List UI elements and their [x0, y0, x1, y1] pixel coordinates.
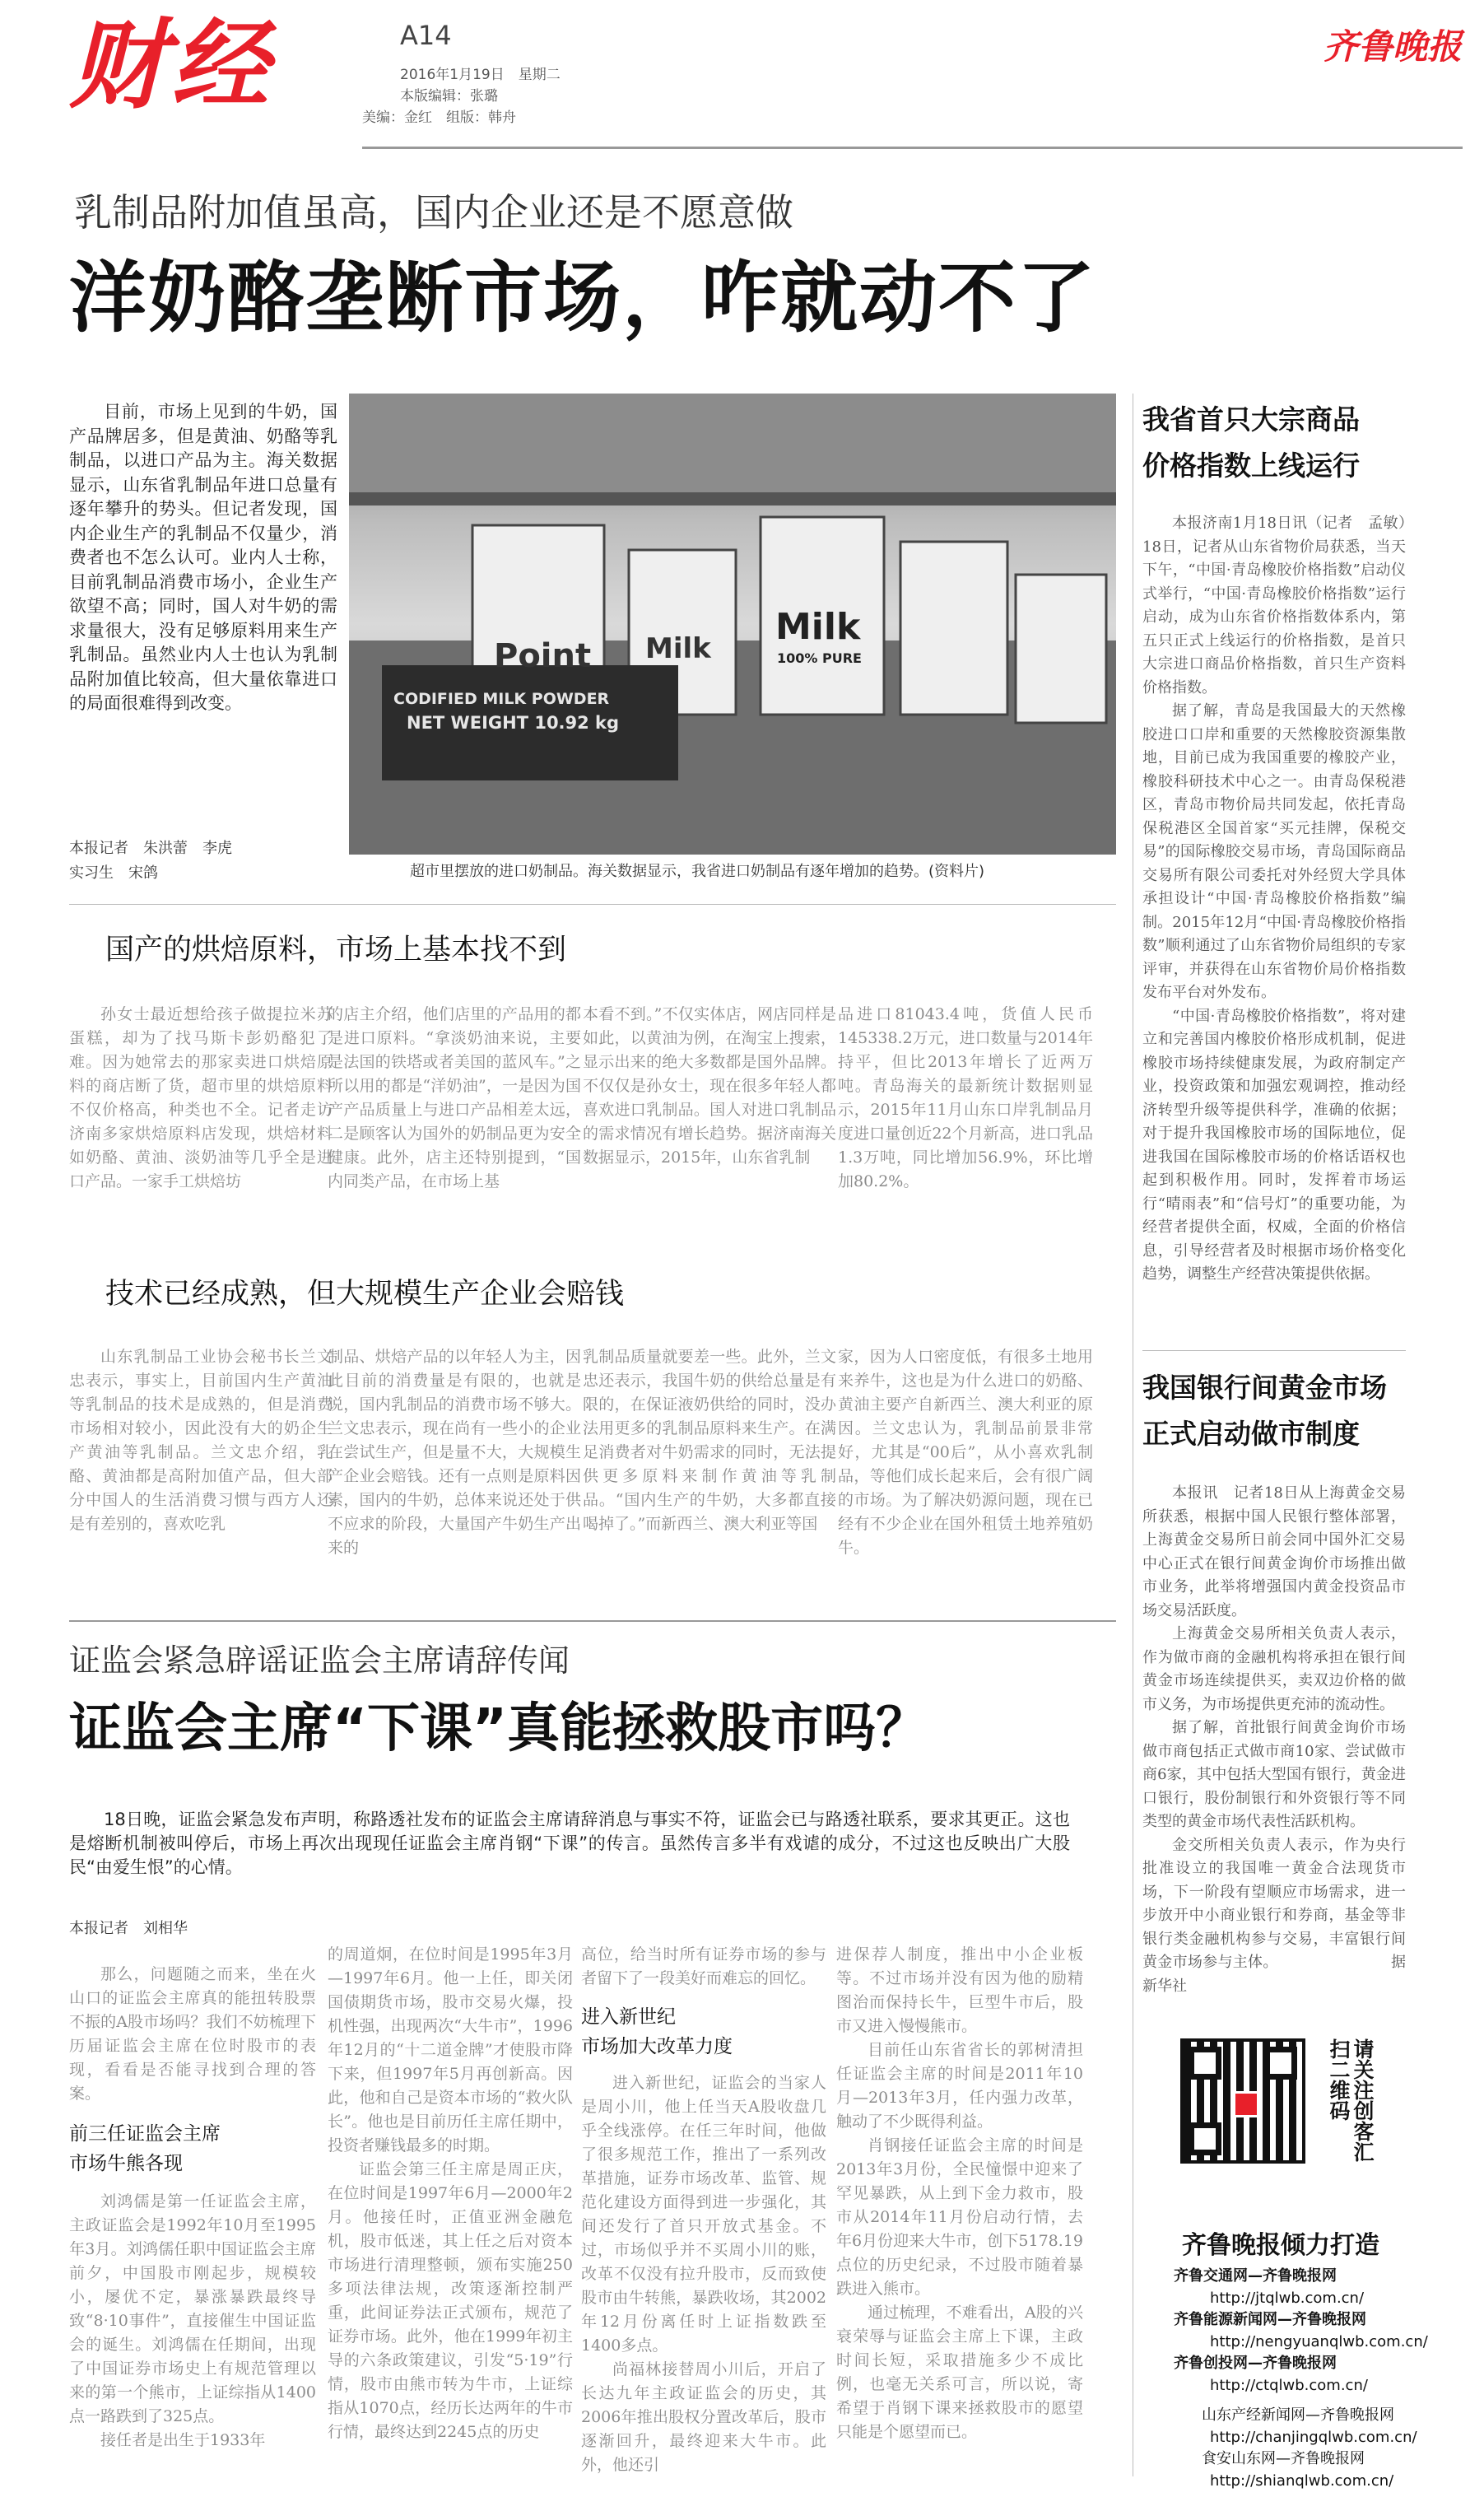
promo-link-url[interactable]: http://jtqlwb.com.cn/	[1210, 2289, 1365, 2307]
side-2-title-2: 正式启动做市制度	[1142, 1418, 1360, 1450]
story-2-subhead: 前三任证监会主席	[69, 2123, 221, 2145]
side-2-paragraph: 本报讯 记者18日从上海黄金交易所获悉，根据中国人民银行整体部署，上海黄金交易所日前会同中国外汇交易中心正式在银行间黄金询价市场推出做市业务，此举将增强国内黄金投资品市场交易活跃度。	[1142, 1484, 1406, 1619]
photo-caption: 超市里摆放的进口奶制品。海关数据显示，我省进口奶制品有逐年增加的趋势。(资料片)	[410, 863, 985, 880]
photo-label-milk: Milk	[775, 606, 861, 648]
promo-link-name: 食安山东网—齐鲁晚报网	[1202, 2450, 1365, 2467]
side-1-paragraph: 据了解，青岛是我国最大的天然橡胶进口口岸和重要的天然橡胶资源集散地，目前已成为我国重要的橡胶产业，橡胶科研技术中心之一。由青岛保税港区，青岛市物价局共同发起，依托青岛保税港区全国首家“买元挂牌，保税交易”的国际橡胶交易市场，青岛国际商品交易所有限公司委托对外经贸大学具体承担设计“中国·青岛橡胶价格指数”编制。2015年12月“中国·青岛橡胶价格指数”顺利通过了山东省物价局组织的专家评审，并获得在山东省物价局价格指数发布平台对外发布。	[1142, 702, 1406, 1001]
story-2-paragraph: 通过梳理，不难看出，A股的兴衰荣辱与证监会主席上下课，主政时间长短，采取措施多少不成比例，也毫无关系可言，所以说，寄希望于肖钢下课来拯救股市的愿望只能是个愿望而已。	[836, 2304, 1083, 2441]
section-logo: 财经	[69, 8, 274, 122]
story-2-paragraph: 接任者是出生于1933年	[100, 2431, 266, 2449]
story-2-paragraph: 那么，问题随之而来，坐在火山口的证监会主席真的能扭转股票不振的A股市场吗？我们不妨梳理下历届证监会主席在位时股市的表现，看看是否能寻找到合理的答案。	[69, 1965, 316, 2103]
section-1-heading: 国产的烘焙原料，市场上基本找不到	[105, 934, 567, 967]
qr-logo	[1233, 2091, 1259, 2117]
photo-label-weight: NET WEIGHT 10.92 kg	[407, 713, 620, 733]
side-1-body	[1142, 512, 1421, 1287]
story-2-subhead: 进入新世纪	[581, 2006, 676, 2028]
side-2-body	[1142, 1482, 1406, 1998]
story-2-subhead: 市场牛熊各现	[69, 2153, 183, 2174]
qr-caption: 请关注创客汇扫二维码	[1327, 2038, 1375, 2162]
side-2-paragraph: 据了解，首批银行间黄金询价市场做市商包括正式做市商10家、尝试做市商6家，其中包括大型国有银行，黄金进口银行，股份制银行和外资银行等不同类型的黄金市场代表性活跃机构。	[1142, 1719, 1406, 1830]
promo-link-name: 齐鲁交通网—齐鲁晚报网	[1174, 2267, 1337, 2285]
story-2-kicker: 证监会紧急辟谣证监会主席请辞传闻	[69, 1642, 570, 1679]
page-editor: 本版编辑：张璐	[400, 88, 498, 105]
story-2-col-1	[69, 1963, 316, 2453]
lead-byline: 本报记者 朱洪蕾 李虎	[69, 840, 232, 857]
story-2-paragraph: 证监会第三任主席是周正庆，在位时间是1997年6月—2000年2月。他接任时，正值亚洲金融危机，股市低迷，其上任之后对资本市场进行清理整顿，颁布实施250多项法律法规，改策逐渐控制严重，此间证券法正式颁布，规范了证券市场。此外，他在1999年初主导的六条政策建议，引发“5·19”行情，股市由熊市转为牛市，上证综指从1070点，经历长达两年的牛市行情，最终达到2245点的历史	[328, 2160, 573, 2441]
section-1-col-4: 品进口81043.4吨，货值人民币145338.2万元，进口数量与2014年持平，但比2013年增长了近两万吨。青岛海关的最新统计数据则显示，2015年11月山东口岸乳制品月度进口量创近22个月新高，进口乳品1.3万吨，同比增加56.9%，环比增加80.2%。	[838, 1005, 1094, 1190]
story-2-col-4	[836, 1943, 1083, 2444]
side-1-paragraph: 本报济南1月18日讯（记者 孟敏） 18日，记者从山东省物价局获悉，当天下午，“中国·青岛橡胶价格指数”启动仪式举行，“中国·青岛橡胶价格指数”运行启动，成为山东省价格指数体系内，第五只正式上线运行的价格指数，是首只大宗进口商品价格指数，首只生产资料价格指数。	[1142, 515, 1421, 696]
qr-finder	[1189, 2122, 1221, 2155]
section-rule	[69, 904, 1116, 905]
dairy-shelf-illustration	[349, 394, 1116, 855]
section-2-col-4: 家，因为人口密度低，有很多土地用来养牛，这也是为什么进口的奶酪、黄油主要产自新西兰、澳大利亚的原因。兰文忠认为，乳制品前景非常好，尤其是“00后”，从小喜欢乳制品，等他们成长起来后，会有很广阔的市场。为了解决奶源问题，现在已经有不少企业在国外租赁土地养殖奶牛。	[838, 1348, 1093, 1557]
story-2-paragraph: 进保荐人制度，推出中小企业板等。不过市场并没有因为他的励精图治而保持长牛，巨型牛市后，股市又进入慢慢熊市。	[836, 1945, 1083, 2035]
section-1-col-1: 孙女士最近想给孩子做提拉米苏蛋糕，却为了找马斯卡彭奶酪犯了难。因为她常去的那家卖进口烘焙原料的商店断了货，超市里的烘焙原料不仅价格高，种类也不全。记者走访济南多家烘焙原料店发现，烘焙材料如奶酪、黄油、淡奶油等几乎全是进口产品。一家手工烘焙坊	[69, 1005, 333, 1190]
lead-intro: 目前，市场上见到的牛奶，国产品牌居多，但是黄油、奶酪等乳制品，以进口产品为主。海关数据显示，山东省乳制品年进口总量有逐年攀升的势头。但记者发现，国内企业生产的乳制品不仅量少，消费者也不怎么认可。业内人士称，目前乳制品消费市场小，企业生产欲望不高；同时，国人对牛奶的需求量很大，没有足够原料用来生产乳制品。虽然业内人士也认为乳制品附加值比较高，但大量依靠进口的局面很难得到改变。	[69, 402, 337, 713]
story-2-byline: 本报记者 刘相华	[69, 1920, 188, 1937]
photo-label-powder: CODIFIED MILK POWDER	[393, 690, 610, 708]
side-divider	[1142, 1350, 1406, 1351]
side-2-title: 我国银行间黄金市场	[1142, 1372, 1387, 1404]
promo-link-name: 齐鲁创投网—齐鲁晚报网	[1174, 2355, 1337, 2372]
promo-link-url[interactable]: http://nengyuanqlwb.com.cn/	[1210, 2332, 1428, 2350]
story-2-intro: 18日晚，证监会紧急发布声明，称路透社发布的证监会主席请辞消息与事实不符，证监会已与路透社联系，要求其更正。这也是熔断机制被叫停后，市场上再次出现现任证监会主席肖钢“下课”的传言。虽然传言多半有戏谑的成分，不过这也反映出广大股民“由爱生恨”的心情。	[69, 1810, 1070, 1877]
side-2-paragraph: 上海黄金交易所相关负责人表示，作为做市商的金融机构将承担在银行间黄金市场连续提供买，卖双边价格的做市义务，为市场提供更充沛的流动性。	[1142, 1625, 1406, 1713]
story-2-paragraph: 的周道炯，在位时间是1995年3月—1997年6月。他一上任，即关闭国债期货市场，股市交易火爆，投机性强，出现两次“大牛市”，1996年12月的“十二道金牌”才使股市降下来，但1997年5月再创新高。因此，他和自己是资本市场的“救火队长”。他也是目前历任主席任期中，投资者赚钱最多的时期。	[328, 1945, 573, 2155]
section-2-col-3: 乳制品质量就要差一些。此外，兰文忠还表示，我国牛奶的供给总量是有限的，在保证液奶供给的同时，没办法用更多的乳制品原料来生产。在满足消费者对牛奶需求的同时，无法提供更多原料来制作黄油等乳制品。“国内生产的牛奶，大多都直接喝掉了。”而新西兰、澳大利亚等国	[583, 1348, 836, 1533]
story-2-paragraph: 刘鸿儒是第一任证监会主席，主政证监会是1992年10月至1995年3月。刘鸿儒任职中国证监会主席前夕，中国股市刚起步，规模较小，屡优不定，暴涨暴跌最终导致“8·10事件”，直接催生中国证监会的诞生。刘鸿儒在任期间，出现了中国证券市场史上有规范管理以来的第一个熊市，上证综指从1400点一路跌到了325点。	[69, 2192, 316, 2425]
lead-kicker: 乳制品附加值虽高，国内企业还是不愿意做	[74, 190, 793, 235]
promo-link-name: 山东产经新闻网—齐鲁晚报网	[1202, 2406, 1394, 2424]
promo-link-url[interactable]: http://ctqlwb.com.cn/	[1210, 2376, 1368, 2394]
story-2-col-3	[581, 1943, 826, 2477]
page-number: A14	[400, 20, 452, 51]
qr-code[interactable]	[1180, 2038, 1305, 2164]
story-2-paragraph: 高位，给当时所有证券市场的参与者留下了一段美好而难忘的回忆。	[581, 1945, 826, 1987]
lead-byline-2: 实习生 宋鸽	[69, 864, 158, 882]
photo-label-point: Point	[494, 637, 592, 675]
qr-finder	[1264, 2047, 1297, 2080]
story-2-paragraph: 目前任山东省省长的郭树清担任证监会主席的时间是2011年10月—2013年3月，任内强力改革，触动了不少既得利益。	[836, 2041, 1083, 2131]
story-2-headline: 证监会主席“下课”真能拯救股市吗？	[69, 1698, 929, 1759]
section-2-col-2: 制品、烘焙产品的以年轻人为主，因此目前的消费量是有限的，也就是说，国内乳制品的消费市场不够大。兰文忠表示，现在尚有一些小的企业在尝试生产，但是量不大，大规模生产企业会赔钱。还有一点则是原料因素，国内的牛奶，总体来说还处于供不应求的阶段，大量国产牛奶生产出来的	[328, 1348, 581, 1557]
lead-photo	[349, 394, 1116, 855]
photo-label-pure: 100% PURE	[777, 650, 862, 666]
page-design-credit: 美编：金红 组版：韩舟	[362, 109, 516, 126]
promo-link-url[interactable]: http://shianqlwb.com.cn/	[1210, 2471, 1394, 2490]
side-2-paragraph: 金交所相关负责人表示，作为央行批准设立的我国唯一黄金合法现货市场，下一阶段有望顺应市场需求，进一步放开中小商业银行和券商，基金等非银行类金融机构参与交易，丰富银行间黄金市场参与主体。 据新华社	[1142, 1836, 1406, 1995]
photo-label-milk-2: Milk	[645, 632, 711, 665]
qr-finder	[1189, 2047, 1221, 2080]
promo-link-name: 齐鲁能源新闻网—齐鲁晚报网	[1174, 2311, 1366, 2328]
masthead-rule	[362, 147, 1463, 149]
side-1-title: 我省首只大宗商品	[1142, 403, 1360, 436]
newspaper-logo: 齐鲁晚报	[1324, 26, 1463, 67]
side-1-title-2: 价格指数上线运行	[1142, 450, 1360, 482]
issue-date: 2016年1月19日 星期二	[400, 67, 561, 83]
story-2-subhead: 市场加大改革力度	[581, 2036, 733, 2057]
story-2-paragraph: 尚福林接替周小川后，开启了长达九年主政证监会的历史，其2006年推出股权分置改革后，股市逐渐回升，最终迎来大牛市。此外，他还引	[581, 2360, 826, 2474]
section-1-col-3: 本看不到。”不仅实体店，网店同样是如此，以黄油为例，在淘宝上搜索，显示出来的绝大多数都是国外品牌。不仅仅是孙女士，现在很多年轻人都喜欢进口乳制品。国人对进口乳制品的需求情况有增长趋势。据济南海关数据显示，2015年，山东省乳制	[583, 1005, 836, 1167]
section-2-heading: 技术已经成熟，但大规模生产企业会赔钱	[105, 1278, 625, 1311]
story-2-paragraph: 肖钢接任证监会主席的时间是2013年3月份，全民憧憬中迎来了罕见暴跌，从上到下金力救市，股市从2014年11月份启动行情，去年6月份迎来大牛市，创下5178.19点位的历史纪录，不过股市随着暴跌进入熊市。	[836, 2136, 1083, 2298]
section-2-col-1: 山东乳制品工业协会秘书长兰文忠表示，事实上，目前国内生产黄油等乳制品的技术是成熟的，但是消费市场相对较小，因此没有大的奶企生产黄油等乳制品。兰文忠介绍，乳酪、黄油都是高附加值产品，但大部分中国人的生活消费习惯与西方人还是有差别的，喜欢吃乳	[69, 1348, 333, 1533]
side-1-paragraph: “中国·青岛橡胶价格指数”，将对建立和完善国内橡胶价格形成机制，促进橡胶市场持续健康发展，为政府制定产业，投资政策和加强宏观调控，推动经济转型升级等提供科学，准确的依据；对于提升我国橡胶市场的国际地位，促进我国在国际橡胶市场的价格话语权也起到积极作用。同时，发挥着市场运行“晴雨表”和“信号灯”的重要功能，为经营者提供全面，权威，全面的价格信息，引导经营者及时根据市场价格变化趋势，调整生产经营决策提供依据。	[1142, 1007, 1406, 1283]
promo-links	[1164, 2266, 1428, 2492]
story-2-rule	[69, 1620, 1116, 1622]
story-2-col-2	[328, 1943, 573, 2444]
story-2-paragraph: 进入新世纪，证监会的当家人是周小川，他上任当天A股收盘几乎全线涨停。在任三年时间，他做了很多规范工作，推出了一系列改革措施，证券市场改革、监管、规范化建设方面得到进一步强化，其间还发行了首只开放式基金。不过，市场似乎并不买周小川的账，改革不仅没有拉升股市，反而致使股市由牛转熊，暴跌收场，其2002年12月份离任时上证指数跌至1400多点。	[581, 2074, 826, 2355]
promo-title: 齐鲁晚报倾力打造	[1182, 2231, 1379, 2260]
lead-headline: 洋奶酪垄断市场，咋就动不了	[69, 254, 1097, 343]
section-1-col-2: 的店主介绍，他们店里的产品用的都是进口原料。“拿淡奶油来说，主要是法国的铁塔或者美国的蓝风车。”之所以用的都是“洋奶油”，一是因为国产产品质量上与进口产品相差太远，二是顾客认为国外的奶制品更为安全健康。此外，店主还特别提到，“国内同类产品，在市场上基	[328, 1005, 581, 1190]
promo-link-url[interactable]: http://chanjingqlwb.com.cn/	[1210, 2428, 1417, 2446]
